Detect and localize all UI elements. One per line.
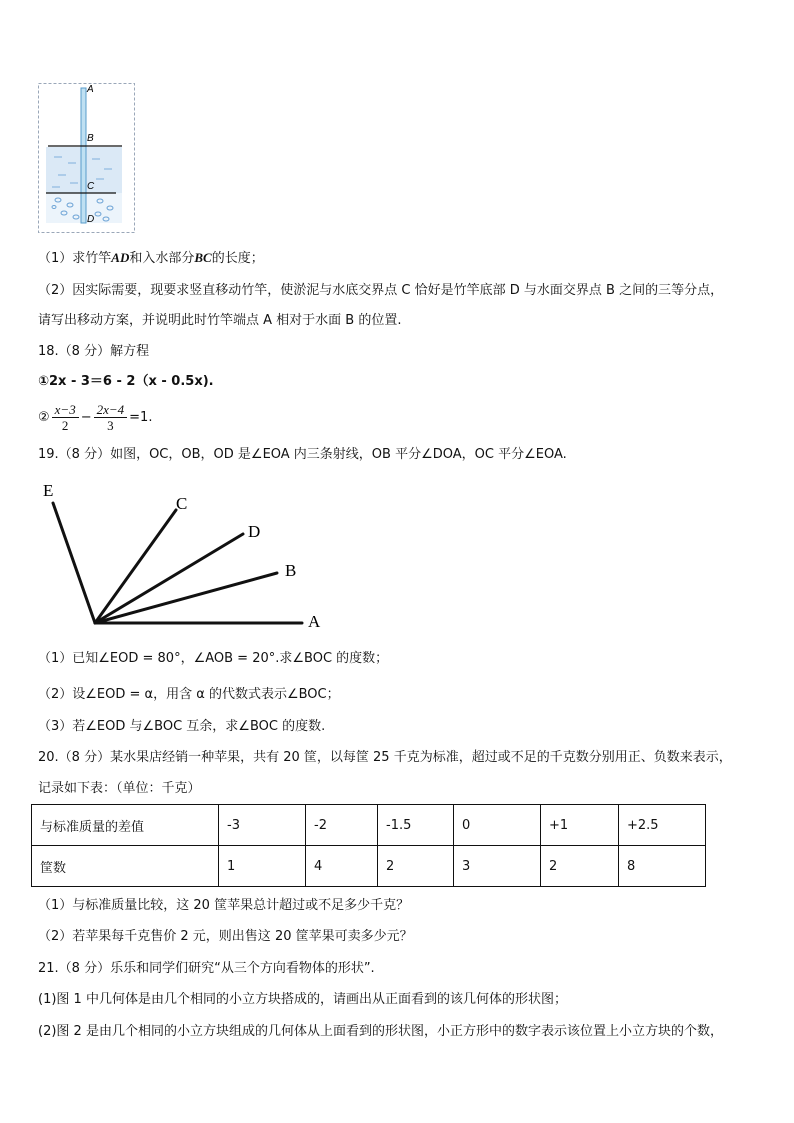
- angle-figure-svg: [36, 478, 336, 638]
- q19-part2: （2）设∠EOD = α，用含 α 的代数式表示∠BOC；: [38, 687, 340, 702]
- fraction-2: [94, 402, 128, 433]
- table-cell: 8: [619, 846, 706, 887]
- ray-ob: [95, 573, 277, 623]
- fraction-2-numerator: 2x−4: [94, 402, 128, 418]
- q20-part1: （1）与标准质量比较，这 20 筐苹果总计超过或不足多少千克？: [38, 898, 410, 913]
- q20-title-line1: 20.（8 分）某水果店经销一种苹果，共有 20 筐，以每筐 25 千克为标准，超过或不足的千克数分别用正、负数来表示，: [38, 750, 732, 765]
- q17-part2-line2: 请写出移动方案，并说明此时竹竿端点 A 相对于水面 B 的位置.: [38, 313, 402, 328]
- label-c2: C: [176, 494, 188, 513]
- label-c: C: [87, 181, 95, 192]
- label-a2: A: [308, 612, 321, 631]
- q21-part1: (1)图 1 中几何体是由几个相同的小立方块搭成的，请画出从正面看到的该几何体的形状图；: [38, 992, 567, 1007]
- ray-oc: [95, 510, 176, 623]
- ray-od: [95, 534, 243, 623]
- q19-part3: （3）若∠EOD 与∠BOC 互余，求∠BOC 的度数.: [38, 719, 326, 734]
- table-cell: 4: [306, 846, 378, 887]
- q20-title-line2: 记录如下表：（单位：千克）: [38, 781, 201, 796]
- table-row: [32, 805, 706, 846]
- q18-eq2-prefix: ②: [38, 410, 50, 425]
- q17-p1-prefix: （1）求竹竿: [38, 251, 112, 266]
- table-cell: 筐数: [32, 846, 219, 887]
- label-b: B: [87, 133, 94, 144]
- q19-part1: （1）已知∠EOD = 80°，∠AOB = 20°.求∠BOC 的度数；: [38, 651, 389, 666]
- label-a: A: [87, 84, 94, 95]
- q17-p1-mid: 和入水部分: [129, 251, 195, 266]
- q19-title: 19.（8 分）如图，OC，OB，OD 是∠EOA 内三条射线，OB 平分∠DOA，OC 平分∠EOA.: [38, 447, 567, 462]
- q18-equation1: ①2x - 3＝6 - 2（x - 0.5x).: [38, 374, 214, 389]
- q21-part2: (2)图 2 是由几个相同的小立方块组成的几何体从上面看到的形状图，小正方形中的数字表示该位置上小立方块的个数，: [38, 1024, 723, 1039]
- q18-eq2-suffix: =1.: [129, 410, 153, 425]
- label-e: E: [43, 481, 54, 500]
- q18-title: 18.（8 分）解方程: [38, 344, 150, 359]
- q18-equation2: [38, 398, 152, 438]
- q17-part2-line1: （2）因实际需要，现要求竖直移动竹竿，使淤泥与水底交界点 C 恰好是竹竿底部 D 与水面交界点 B 之间的三等分点，: [38, 283, 724, 298]
- fraction-1-denominator: 2: [61, 418, 69, 433]
- table-cell: -3: [219, 805, 306, 846]
- table-cell: -1.5: [378, 805, 454, 846]
- fraction-2-denominator: 3: [107, 418, 114, 433]
- ray-oe: [53, 503, 95, 623]
- table-cell: 2: [541, 846, 619, 887]
- table-cell: 与标准质量的差值: [32, 805, 219, 846]
- table-cell: 1: [219, 846, 306, 887]
- q18-minus: −: [80, 410, 92, 425]
- rays: [53, 503, 302, 623]
- q17-p1-suffix: 的长度；: [211, 251, 264, 266]
- table-row: [32, 846, 706, 887]
- table-cell: -2: [306, 805, 378, 846]
- bamboo-pole: [81, 88, 86, 223]
- q17-p1-ad: AD: [111, 250, 130, 265]
- table-cell: 0: [454, 805, 541, 846]
- bamboo-figure: [38, 83, 135, 233]
- angle-figure: [36, 478, 336, 638]
- q17-p1-bc: BC: [194, 250, 212, 265]
- label-d2: D: [248, 522, 261, 541]
- table-cell: 2: [378, 846, 454, 887]
- q17-part1: [38, 249, 264, 268]
- fraction-1: [52, 402, 79, 433]
- table-cell: +1: [541, 805, 619, 846]
- table-cell: +2.5: [619, 805, 706, 846]
- q21-title: 21.（8 分）乐乐和同学们研究“从三个方向看物体的形状”.: [38, 961, 375, 976]
- fraction-1-numerator: x−3: [52, 402, 79, 418]
- table-cell: 3: [454, 846, 541, 887]
- label-d: D: [87, 214, 95, 225]
- apple-weight-table: [31, 804, 706, 887]
- bamboo-figure-svg: [38, 83, 135, 233]
- q20-part2: （2）若苹果每千克售价 2 元，则出售这 20 筐苹果可卖多少元？: [38, 929, 413, 944]
- label-b2: B: [285, 561, 297, 580]
